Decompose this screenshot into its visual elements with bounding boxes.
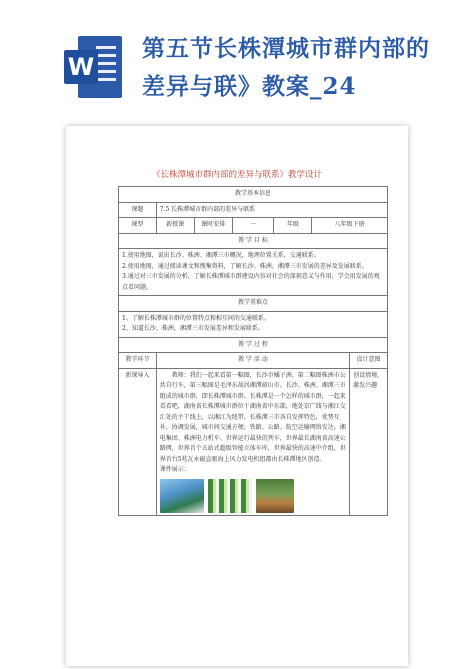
goal-item: 1.使用地图，说出长沙、株洲、湘潭三市概况，地理位置关系，交通联系。 (122, 252, 320, 259)
document-preview[interactable] (66, 126, 408, 666)
lesson-plan-title: 《长株潭城市群内部的差异与联系》教学设计 (151, 170, 322, 180)
keypoints-list (119, 311, 388, 337)
column-activity: 教 学 活 动 (156, 353, 349, 369)
intent-text: 创设情境，激发兴趣 (350, 368, 388, 515)
goals-header: 教 学 目 标 (119, 233, 388, 249)
keypoint-item: 1、了解长株潭城市群的位置特点和相互间的交通联系。 (122, 314, 270, 322)
column-stage: 教学环节 (119, 353, 157, 369)
activity-cell (156, 368, 349, 515)
hours-label: 课时安排 (194, 218, 232, 234)
type-label: 课型 (119, 218, 157, 234)
page-title: 第五节长株潭城市群内部的差异与联》教案_24 (142, 35, 430, 100)
stage-name: 新课导入 (119, 368, 157, 515)
word-letter-badge: W (64, 50, 98, 84)
former-residence-photo (256, 479, 294, 513)
goals-list (119, 249, 388, 296)
hours-value: 一 (232, 218, 274, 234)
grade-value: 八年级下册 (312, 218, 388, 234)
goal-item: 2.使用地图，通过阅读课文和搜集资料，了解长沙、株洲、湘潭三市发展的差异及发展联系。 (122, 262, 368, 270)
page-lines (96, 46, 116, 86)
type-value: 新授课 (156, 218, 194, 234)
topic-label: 课题 (119, 202, 157, 218)
topic-value: 7.5 长株潭城市群内部的差异与联系 (156, 202, 387, 218)
process-header: 教 学 过 程 (119, 337, 388, 353)
orange-isle-photo (160, 479, 204, 513)
keypoint-item: 2、知道长沙、株洲、湘潭三市发展差异和发展联系。 (122, 325, 264, 332)
courseware-label: 课件展示： (159, 466, 190, 473)
grade-label: 年级 (274, 218, 312, 234)
preview-fade (66, 626, 408, 666)
column-intent: 设计意图 (350, 353, 388, 369)
word-document-icon (64, 36, 122, 98)
basic-info-header: 教学基本信息 (119, 187, 388, 203)
keypoints-header: 教学重难点 (119, 296, 388, 312)
goal-item: 3.通过对三市发展的分析，了解长株潭城市群建设内容对社会的深刻意义与作用，学会用发展的观点看问题。 (122, 273, 380, 291)
public-bicycles-photo (208, 479, 252, 513)
activity-text: 教师：我们一起来看第一幅图，长沙市橘子洲。第二幅图株洲市公共自行车，第三幅图是毛泽东故居湘潭韶山市。长沙、株洲、湘潭三市组成的城市群，即长株潭城市群。长株潭是一个怎样的城市群，一起来看看吧，湖南省长株潭城市群位于湖南省中东部，地处京广线与湘江交汇处的主干线上，以湘江为纽带，长株潭三市各自发挥特色，优势互补，协调发展，城市间交通方便，铁路、公路、航空运输网络发达。湘电集团、株洲电力机车、世界运行最快的列车，世界最长湖南省高速公路网，世界首个五站式超级智能立体车库，世界最快的高速中介组，世界首台5兆瓦永磁直驱海上风力发电机组都由长株潭地区创造。 (159, 371, 346, 463)
lesson-plan-table (118, 186, 388, 516)
courseware-images (160, 479, 346, 513)
